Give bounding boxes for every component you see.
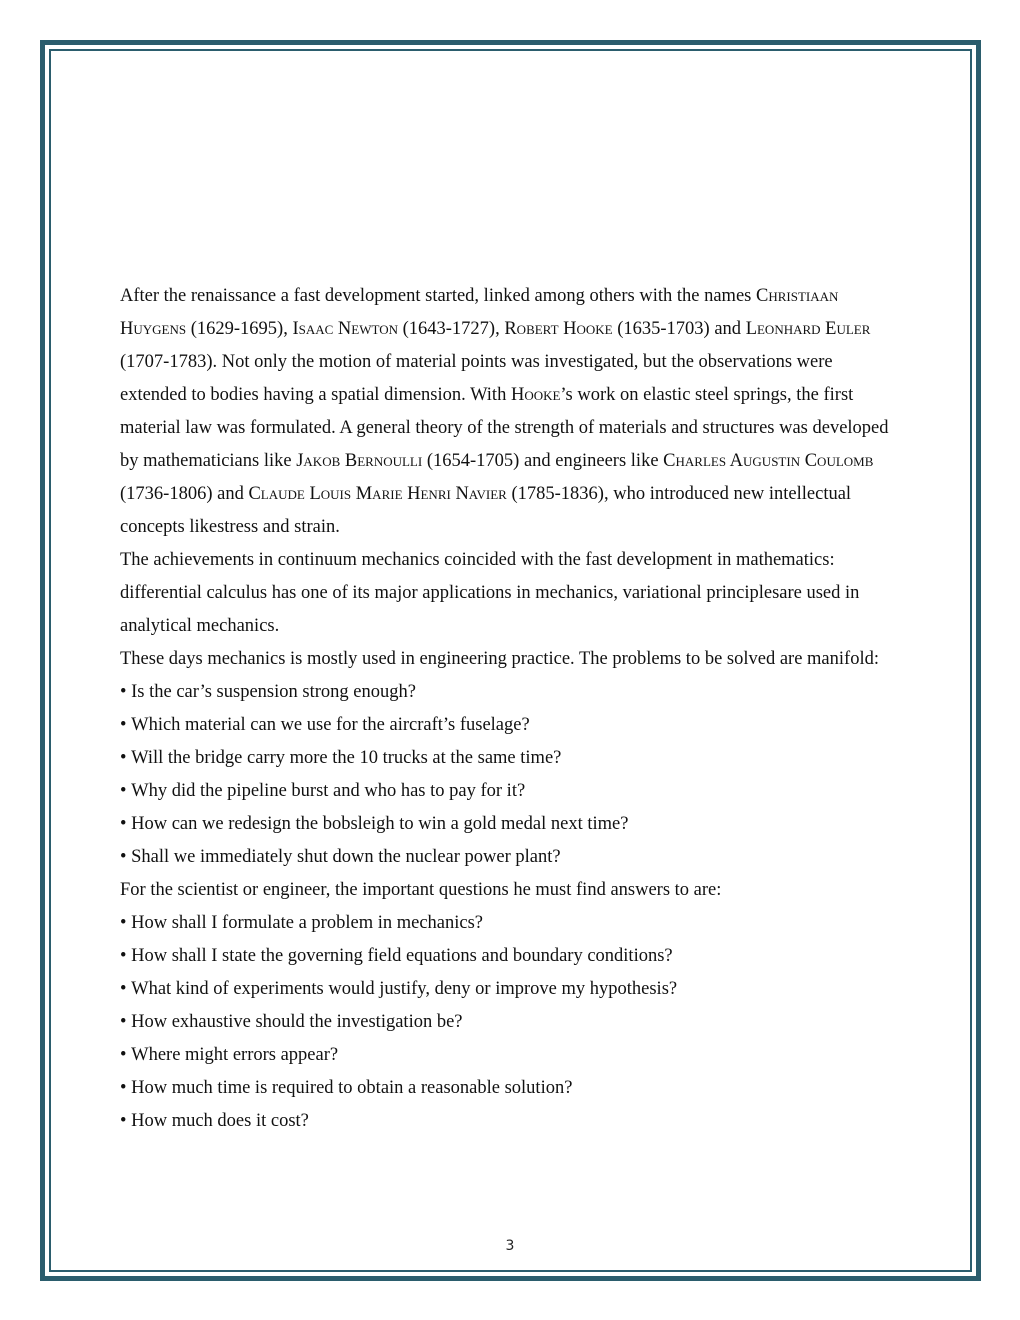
page-number: 3 [505,1238,515,1254]
list-item: • How can we redesign the bobsleigh to win a gold medal next time? [120,808,890,841]
name-bernoulli: Jakob Bernoulli [296,451,423,471]
engineering-paragraph: These days mechanics is mostly used in engineering practice. The problems to be solved are manifold: [120,649,879,669]
mathematics-paragraph: The achievements in continuum mechanics coincided with the fast development in mathematics: differential calculus has one of its major applications in mechanics, variational principlesare used in analytical mechanics. [120,550,860,636]
list-item: • What kind of experiments would justify, deny or improve my hypothesis? [120,973,890,1006]
list-item: • How shall I state the governing field equations and boundary conditions? [120,940,890,973]
list-item: • How much time is required to obtain a reasonable solution? [120,1072,890,1105]
name-hooke-2: Hooke [510,385,561,405]
list-item: • How exhaustive should the investigation be? [120,1006,890,1039]
problems-list [120,676,890,874]
list-item: • How shall I formulate a problem in mechanics? [120,907,890,940]
name-coulomb: Charles Augustin Coulomb [663,451,874,471]
list-item: • How much does it cost? [120,1105,890,1138]
history-paragraph: After the renaissance a fast development started, linked among others with the names Christiaan Huygens (1629-1695), Isaac Newton (1643-1727), Robert Hooke (1635-1703) and Leonhard Euler (1707-1783). Not only the motion of material points was investigated, but the observations were extended to bodies having a spatial dimension. With Hooke’s work on elastic steel springs, the first material law was formulated. A general theory of the strength of materials and structures was developed by mathematicians like Jakob Bernoulli (1654-1705) and engineers like Charles Augustin Coulomb (1736-1806) and Claude Louis Marie Henri Navier (1785-1836), who introduced new intellectual concepts likestress and strain. [120,286,889,537]
list-item: • Shall we immediately shut down the nuclear power plant? [120,841,890,874]
page-content [120,280,890,1138]
questions-list [120,907,890,1138]
name-euler: Leonhard Euler [745,319,871,339]
name-newton: Isaac Newton [292,319,398,339]
name-huygens: Christiaan Huygens [120,286,839,339]
name-hooke: Robert Hooke [504,319,613,339]
list-item: • Will the bridge carry more the 10 trucks at the same time? [120,742,890,775]
list-item: • Where might errors appear? [120,1039,890,1072]
list-item: • Why did the pipeline burst and who has to pay for it? [120,775,890,808]
name-navier: Claude Louis Marie Henri Navier [248,484,507,504]
questions-intro: For the scientist or engineer, the important questions he must find answers to are: [120,880,722,900]
list-item: • Is the car’s suspension strong enough? [120,676,890,709]
list-item: • Which material can we use for the aircraft’s fuselage? [120,709,890,742]
